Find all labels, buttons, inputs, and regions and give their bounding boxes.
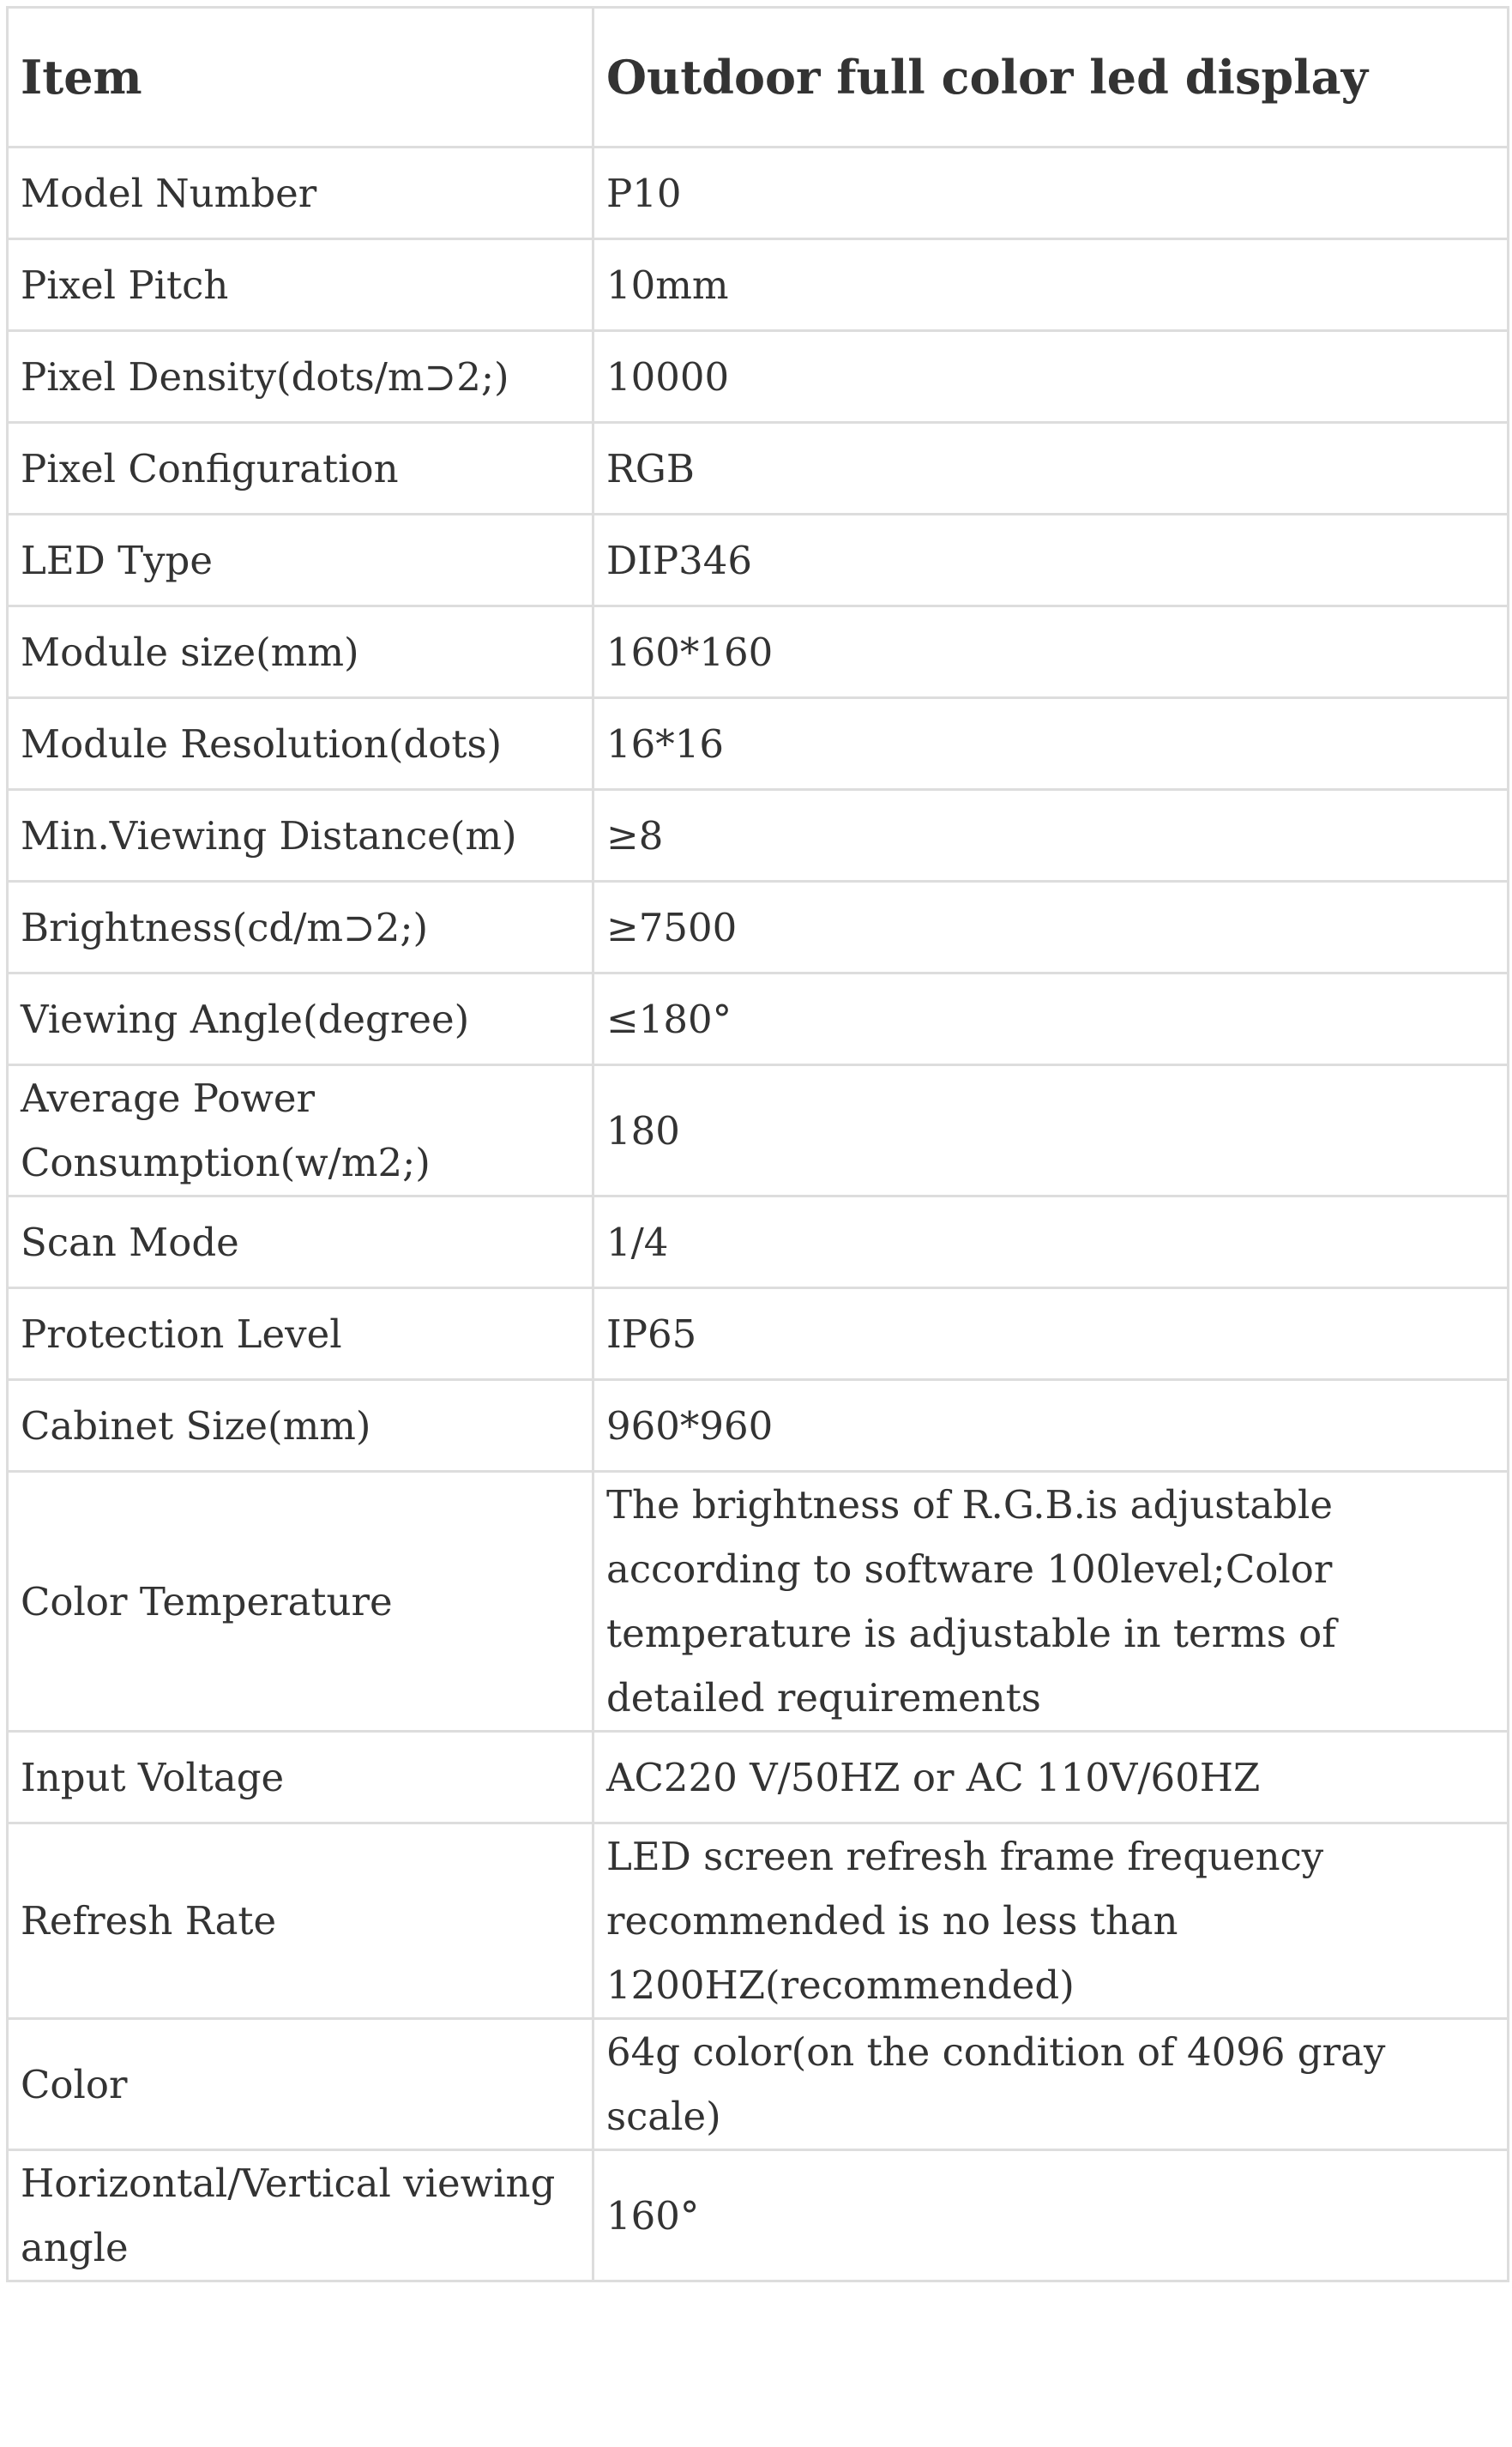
table-row — [8, 1288, 1509, 1380]
row-label: LED Type — [8, 515, 593, 606]
row-label: Module size(mm) — [8, 606, 593, 698]
table-row — [8, 606, 1509, 698]
row-label: Horizontal/Vertical viewing angle — [8, 2150, 593, 2281]
row-label: Module Resolution(dots) — [8, 698, 593, 790]
row-value: ≥8 — [593, 790, 1509, 882]
table-row — [8, 1380, 1509, 1472]
row-label: Min.Viewing Distance(m) — [8, 790, 593, 882]
table-row — [8, 1196, 1509, 1288]
row-label: Pixel Pitch — [8, 239, 593, 331]
table-row — [8, 2019, 1509, 2150]
row-value: LED screen refresh frame frequency recommended is no less than 1200HZ(recommended) — [593, 1823, 1509, 2019]
row-value: 16*16 — [593, 698, 1509, 790]
row-value: 180 — [593, 1065, 1509, 1196]
table-row — [8, 1823, 1509, 2019]
row-value: 1/4 — [593, 1196, 1509, 1288]
header-value: Outdoor full color led display — [593, 8, 1509, 148]
row-value: 64g color(on the condition of 4096 gray scale) — [593, 2019, 1509, 2150]
row-label: Pixel Density(dots/m⊃2;) — [8, 331, 593, 423]
row-value: The brightness of R.G.B.is adjustable according to software 100level;Color temperature is adjustable in terms of detailed requirements — [593, 1472, 1509, 1732]
row-value: AC220 V/50HZ or AC 110V/60HZ — [593, 1732, 1509, 1823]
table-row — [8, 423, 1509, 515]
table-row — [8, 698, 1509, 790]
table-header-row — [8, 8, 1509, 148]
table-row — [8, 1065, 1509, 1196]
row-label: Color — [8, 2019, 593, 2150]
table-row — [8, 331, 1509, 423]
row-value: 960*960 — [593, 1380, 1509, 1472]
row-label: Brightness(cd/m⊃2;) — [8, 882, 593, 973]
row-value: RGB — [593, 423, 1509, 515]
row-value: DIP346 — [593, 515, 1509, 606]
row-value: IP65 — [593, 1288, 1509, 1380]
header-item: Item — [8, 8, 593, 148]
table-row — [8, 882, 1509, 973]
table-row — [8, 148, 1509, 239]
row-label: Refresh Rate — [8, 1823, 593, 2019]
row-value: 160° — [593, 2150, 1509, 2281]
row-value: 10000 — [593, 331, 1509, 423]
row-value: 10mm — [593, 239, 1509, 331]
table-row — [8, 515, 1509, 606]
table-row — [8, 1472, 1509, 1732]
table-row — [8, 2150, 1509, 2281]
row-value: ≤180° — [593, 973, 1509, 1065]
row-value: ≥7500 — [593, 882, 1509, 973]
table-row — [8, 790, 1509, 882]
row-value: P10 — [593, 148, 1509, 239]
row-label: Color Temperature — [8, 1472, 593, 1732]
row-label: Viewing Angle(degree) — [8, 973, 593, 1065]
row-label: Model Number — [8, 148, 593, 239]
spec-table — [6, 6, 1509, 2282]
table-row — [8, 239, 1509, 331]
table-row — [8, 1732, 1509, 1823]
row-label: Pixel Configuration — [8, 423, 593, 515]
row-value: 160*160 — [593, 606, 1509, 698]
row-label: Input Voltage — [8, 1732, 593, 1823]
row-label: Protection Level — [8, 1288, 593, 1380]
row-label: Cabinet Size(mm) — [8, 1380, 593, 1472]
table-row — [8, 973, 1509, 1065]
row-label: Scan Mode — [8, 1196, 593, 1288]
row-label: Average Power Consumption(w/m2;) — [8, 1065, 593, 1196]
